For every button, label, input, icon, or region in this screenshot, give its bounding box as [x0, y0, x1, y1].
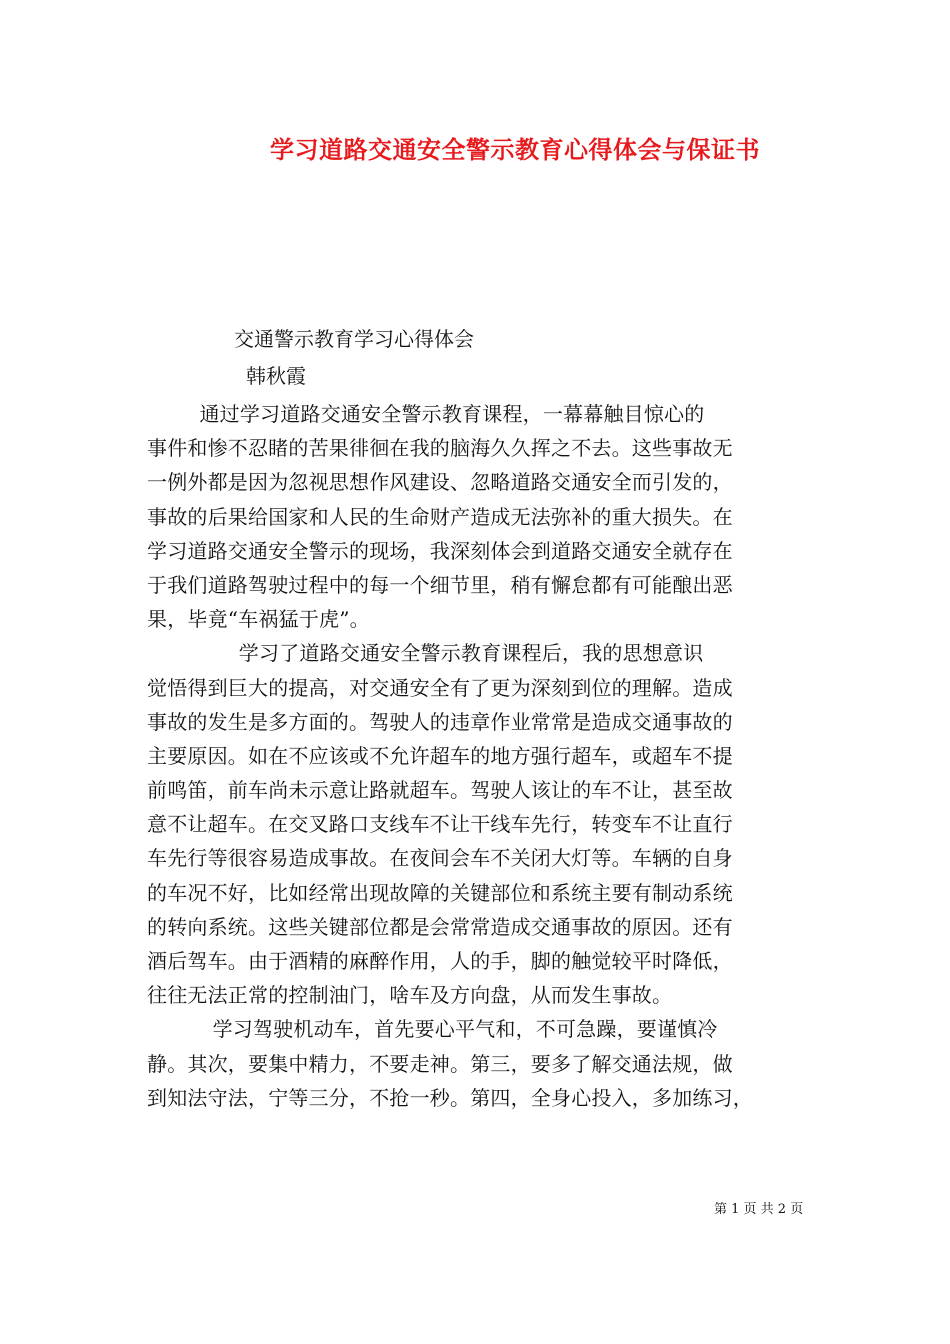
paragraph-line: 通过学习道路交通安全警示教育课程，一幕幕触目惊心的 — [147, 402, 705, 426]
paragraph-line: 学习驾驶机动车，首先要心平气和，不可急躁，要谨慎冷 — [147, 1017, 718, 1042]
paragraph-line: 静。其次，要集中精力，不要走神。第三，要多了解交通法规，做 — [147, 1051, 733, 1076]
paragraph-line: 学习道路交通安全警示的现场，我深刻体会到道路交通安全就存在 — [147, 538, 733, 563]
paragraph-3 — [147, 1012, 815, 1115]
paragraph-line: 于我们道路驾驶过程中的每一个细节里，稍有懈怠都有可能酿出恶 — [147, 572, 733, 597]
paragraph-line: 的车况不好，比如经常出现故障的关键部位和系统主要有制动系统 — [147, 880, 733, 905]
paragraph-line: 主要原因。如在不应该或不允许超车的地方强行超车，或超车不提 — [147, 743, 733, 768]
paragraph-line: 往往无法正常的控制油门，啥车及方向盘，从而发生事故。 — [147, 983, 673, 1008]
paragraph-line: 意不让超车。在交叉路口支线车不让干线车先行，转变车不让直行 — [147, 812, 733, 837]
paragraph-line: 酒后驾车。由于酒精的麻醉作用，人的手，脚的触觉较平时降低， — [147, 949, 733, 973]
paragraph-line: 到知法守法，宁等三分，不抢一秒。第四，全身心投入，多加练习， — [147, 1085, 753, 1110]
paragraph-line: 前鸣笛，前车尚未示意让路就超车。驾驶人该让的车不让，甚至故 — [147, 778, 733, 803]
paragraph-line: 学习了道路交通安全警示教育课程后，我的思想意识 — [147, 641, 704, 666]
paragraph-2 — [147, 636, 815, 1012]
document-title: 学习道路交通安全警示教育心得体会与保证书 — [270, 135, 760, 164]
paragraph-line: 一例外都是因为忽视思想作风建设、忽略道路交通安全而引发的， — [147, 470, 733, 495]
document-author: 韩秋霞 — [246, 364, 306, 388]
paragraph-line: 的转向系统。这些关键部位都是会常常造成交通事故的原因。还有 — [147, 914, 733, 939]
paragraph-line: 果，毕竟“车祸猛于虎”。 — [147, 607, 370, 632]
paragraph-line: 事故的发生是多方面的。驾驶人的违章作业常常是造成交通事故的 — [147, 709, 733, 734]
paragraph-line: 事故的后果给国家和人民的生命财产造成无法弥补的重大损失。在 — [147, 504, 733, 529]
paragraph-line: 车先行等很容易造成事故。在夜间会车不关闭大灯等。车辆的自身 — [147, 846, 733, 871]
document-body — [147, 397, 815, 1115]
paragraph-line: 事件和惨不忍睹的苦果徘徊在我的脑海久久挥之不去。这些事故无 — [147, 436, 733, 461]
paragraph-1 — [147, 397, 815, 636]
page-footer: 第 1 页 共 2 页 — [714, 1202, 804, 1217]
document-subtitle: 交通警示教育学习心得体会 — [234, 327, 474, 351]
paragraph-line: 觉悟得到巨大的提高，对交通安全有了更为深刻到位的理解。造成 — [147, 675, 733, 700]
